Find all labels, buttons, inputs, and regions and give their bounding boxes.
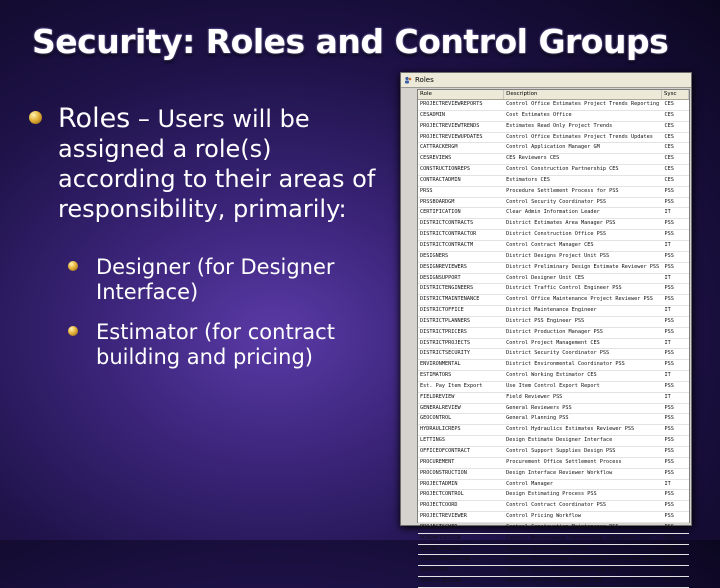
role-cell: DISTRICTMAINTENANCE <box>420 296 480 303</box>
role-cell: PRSS <box>420 187 433 194</box>
role-cell: DISTRICTSECURITY <box>420 350 470 357</box>
system-cell: PSS <box>664 448 674 454</box>
description-cell: Clear Admin Information Leader <box>506 209 600 216</box>
description-cell: General Reviewers PSS <box>506 404 572 411</box>
system-cell: PSS <box>664 523 674 530</box>
description-cell: Control Maintenance Partnership Contractor PSS <box>506 534 650 541</box>
role-cell: GEOCONTROL <box>420 415 452 422</box>
table-row[interactable] <box>418 176 689 187</box>
table-row[interactable] <box>418 122 689 133</box>
description-cell: Control Contract Manager CES <box>506 241 594 248</box>
role-cell: DISTRICTPLANNERS <box>420 317 470 324</box>
description-cell: Control Office Estimates Project Trends Reporting <box>506 101 660 107</box>
description-cell: Procedure Settlement Process for PSS <box>506 187 619 194</box>
role-cell: ROADWAYDESIGN <box>420 534 461 541</box>
table-row[interactable] <box>418 404 689 415</box>
table-row[interactable] <box>418 100 689 111</box>
system-cell: PSS <box>664 350 674 357</box>
system-cell: PSS <box>664 458 674 465</box>
system-cell: PSS <box>664 317 674 324</box>
system-cell: CES <box>664 166 674 173</box>
role-cell: PROCONSTRUCTION <box>420 469 467 476</box>
role-cell: DISTRICTENGINEERS <box>420 285 474 292</box>
table-row[interactable] <box>418 187 689 198</box>
system-cell: PSS <box>664 437 674 444</box>
description-cell: Control Traffic Design Unit CES <box>506 578 603 585</box>
table-row[interactable] <box>418 252 689 263</box>
system-cell: PSS <box>664 198 674 205</box>
role-cell: PROJECTREVIEWUPDATES <box>420 133 483 140</box>
role-cell: CERTIFICATION <box>420 209 461 216</box>
description-cell: Control Contract Coordinator PSS <box>506 502 607 509</box>
bullet-dot-icon <box>68 326 78 336</box>
role-cell: CONTRACTADMIN <box>420 176 461 183</box>
system-cell: IT <box>664 209 671 216</box>
description-cell: Procurement Office Settlement Process <box>506 458 622 465</box>
description-cell: Field Reviewer PSS <box>506 393 563 400</box>
table-row[interactable] <box>418 208 689 219</box>
description-cell: District Environmental Coordinator PSS <box>506 361 625 368</box>
description-cell: Control Construction Partnership CES <box>506 567 619 574</box>
bullet-roles-text <box>58 104 394 224</box>
system-cell: CES <box>664 144 674 151</box>
system-cell: CES <box>664 111 674 118</box>
role-cell: DISTRICTCONTRACTM <box>420 241 474 248</box>
system-cell: PSS <box>664 361 674 368</box>
table-row[interactable] <box>418 306 689 317</box>
sub-bullet-designer <box>96 255 396 305</box>
role-cell: DISTRICTOFFICE <box>420 307 464 314</box>
system-cell: PSS <box>664 252 674 259</box>
system-cell: PSS <box>664 469 674 476</box>
system-cell: PSS <box>664 187 674 194</box>
system-cell: PSS <box>664 491 674 498</box>
table-row[interactable] <box>418 143 689 154</box>
column-header-system[interactable]: Sysc <box>662 90 689 99</box>
roles-table[interactable] <box>417 89 690 585</box>
role-cell: GENERALREVIEW <box>420 404 461 411</box>
description-cell: Design Interface Reviewer Workflow <box>506 469 613 476</box>
table-row[interactable] <box>418 414 689 425</box>
role-cell: DISTRICTPROJECTS <box>420 339 470 346</box>
system-cell: IT <box>664 307 671 314</box>
table-header <box>418 90 689 100</box>
table-row[interactable] <box>418 382 689 393</box>
role-cell: SURVEYORS <box>420 567 449 574</box>
description-cell: Control Support Supplies Design PSS <box>506 448 616 454</box>
bullet-roles <box>34 104 394 224</box>
role-cell: CATTRACKERGM <box>420 144 458 151</box>
table-row[interactable] <box>418 317 689 328</box>
table-row[interactable] <box>418 371 689 382</box>
description-cell: Control Construction Partnership Contractor PSS <box>506 556 653 563</box>
system-cell: IT <box>664 274 671 281</box>
role-cell: DESIGNREVIEWERS <box>420 263 467 270</box>
description-cell: Cost Estimates Office <box>506 111 572 118</box>
system-cell: CES <box>664 176 674 183</box>
system-cell: IT <box>664 480 671 487</box>
table-row[interactable] <box>418 360 689 371</box>
system-cell: PSS <box>664 426 674 433</box>
description-cell: District Maintenance Engineer <box>506 307 597 314</box>
role-cell: PRSSBOARDGM <box>420 198 455 205</box>
system-cell: PSS <box>664 263 674 270</box>
system-cell: IT <box>664 393 671 400</box>
system-cell: IT <box>664 241 671 248</box>
description-cell: District Security Coordinator PSS <box>506 350 610 357</box>
description-cell: District Production Manager PSS <box>506 328 603 335</box>
system-cell: PSS <box>664 220 674 227</box>
description-cell: District Construction Office PSS <box>506 231 607 238</box>
system-cell: PSS <box>664 545 674 552</box>
role-cell: PROJECTCONTROL <box>420 491 464 498</box>
description-cell: Estimators CES <box>506 176 550 183</box>
system-cell: PSS <box>664 328 674 335</box>
role-cell: PROJECTREVIEWER <box>420 513 467 520</box>
table-row[interactable] <box>418 501 689 512</box>
description-cell: Control Project Management CES <box>506 339 600 346</box>
description-cell: Design Estimating Process PSS <box>506 491 597 498</box>
role-cell: DISTRICTPRICERS <box>420 328 467 335</box>
role-cell: DESIGNSUPPORT <box>420 274 461 281</box>
role-cell: OFFICEOFCONTRACT <box>420 448 470 454</box>
description-cell: CES Reviewers CES <box>506 155 560 162</box>
role-cell: PROJECTSCHED <box>420 523 458 530</box>
table-row[interactable] <box>418 154 689 165</box>
table-row[interactable] <box>418 425 689 436</box>
role-cell: STRUCTURALDESIGN <box>420 556 470 563</box>
role-cell: CONSTRUCTIONREPS <box>420 166 470 173</box>
system-cell: IT <box>664 578 671 585</box>
description-cell: Control Security Coordinator PSS <box>506 198 607 205</box>
description-cell: Control Office Maintenance Project Reviewer PSS <box>506 296 653 303</box>
table-row[interactable] <box>418 339 689 350</box>
system-cell: PSS <box>664 556 674 563</box>
table-row[interactable] <box>418 165 689 176</box>
description-cell: General Planning PSS <box>506 415 569 422</box>
table-row[interactable] <box>418 328 689 339</box>
window-titlebar[interactable] <box>401 73 691 88</box>
system-cell: PSS <box>664 502 674 509</box>
table-row[interactable] <box>418 566 689 577</box>
description-cell: District Preliminary Design Estimate Reviewer PSS <box>506 263 660 270</box>
table-row[interactable] <box>418 447 689 458</box>
column-header-role[interactable]: Role <box>418 90 504 99</box>
table-row[interactable] <box>418 349 689 360</box>
description-cell: Control Working Estimator CES <box>506 372 597 379</box>
table-row[interactable] <box>418 219 689 230</box>
table-body <box>418 100 689 588</box>
description-cell: District Traffic Control Engineer PSS <box>506 285 622 292</box>
system-cell: PSS <box>664 296 674 303</box>
description-cell: District Designs Project Unit PSS <box>506 252 610 259</box>
bullet-roles-keyword: Roles <box>58 103 131 134</box>
description-cell: District PSS Engineer PSS <box>506 317 585 324</box>
role-cell: PROJECTCOORD <box>420 502 458 509</box>
role-cell: PROJECTADMIN <box>420 480 458 487</box>
table-row[interactable] <box>418 393 689 404</box>
slide-title: Security: Roles and Control Groups <box>32 22 669 61</box>
role-cell: PROJECTREVIEWREPORTS <box>420 101 483 107</box>
table-row[interactable] <box>418 490 689 501</box>
window-title: Roles <box>415 76 434 84</box>
table-row[interactable] <box>418 133 689 144</box>
table-row[interactable] <box>418 545 689 556</box>
system-cell: CES <box>664 122 674 129</box>
table-row[interactable] <box>418 555 689 566</box>
description-cell: Design Estimate Designer Interface <box>506 437 613 444</box>
description-cell: Control Manager <box>506 480 553 487</box>
table-row[interactable] <box>418 198 689 209</box>
table-row[interactable] <box>418 512 689 523</box>
sub-bullet-estimator <box>96 320 396 370</box>
description-cell: Control Application Manager GM <box>506 144 600 151</box>
table-row[interactable] <box>418 469 689 480</box>
bullet-dot-icon <box>29 111 42 124</box>
role-cell: DISTRICTCONTRACTS <box>420 220 474 227</box>
table-row[interactable] <box>418 230 689 241</box>
system-cell: CES <box>664 101 674 107</box>
system-cell: IT <box>664 339 671 346</box>
system-cell: PSS <box>664 567 674 574</box>
system-cell: PSS <box>664 231 674 238</box>
role-cell: PROJECTREVIEWTRENDS <box>420 122 480 129</box>
table-row[interactable] <box>418 241 689 252</box>
role-cell: CESREVIEWS <box>420 155 452 162</box>
description-cell: Control Construction Maintenance PSS <box>506 523 619 530</box>
table-row[interactable] <box>418 577 689 588</box>
sub-bullet-text: Designer (for Designer Interface) <box>96 255 335 304</box>
role-cell: ESTIMATORS <box>420 372 452 379</box>
table-row[interactable] <box>418 295 689 306</box>
description-cell: Estimates Read Only Project Trends <box>506 122 613 129</box>
role-cell: SECURITYADMIN <box>420 545 461 552</box>
system-cell: PSS <box>664 534 674 541</box>
system-cell: CES <box>664 155 674 162</box>
table-row[interactable] <box>418 274 689 285</box>
role-cell: DISTRICTCONTRACTOR <box>420 231 477 238</box>
description-cell: Control Pricing Workflow <box>506 513 582 520</box>
role-cell: LETTINGS <box>420 437 445 444</box>
role-cell: Est. Pay Item Export <box>420 382 483 389</box>
sub-bullet-text: Estimator (for contract building and pricing) <box>96 320 335 369</box>
role-cell: TRAFFICDESIGN <box>420 578 461 585</box>
system-cell: CES <box>664 133 674 140</box>
description-cell: District Estimates Area Manager PSS <box>506 220 616 227</box>
role-cell: CESADMIN <box>420 111 445 118</box>
description-cell: Control Hydraulics Estimates Reviewer PSS <box>506 426 635 433</box>
system-cell: PSS <box>664 404 674 411</box>
role-cell: ENVIRONMENTAL <box>420 361 461 368</box>
description-cell: Control Security Admin PSS <box>506 545 588 552</box>
bullet-roles-body: – Users will be assigned a role(s) according to their areas of responsibility, primarily: <box>58 105 376 223</box>
column-header-description[interactable]: Description <box>504 90 662 99</box>
table-row[interactable] <box>418 523 689 534</box>
table-row[interactable] <box>418 534 689 545</box>
table-row[interactable] <box>418 436 689 447</box>
bullet-dot-icon <box>68 261 78 271</box>
description-cell: Control Construction Partnership CES <box>506 166 619 173</box>
table-row[interactable] <box>418 480 689 491</box>
system-cell: IT <box>664 372 671 379</box>
role-cell: PROCUREMENT <box>420 458 455 465</box>
users-icon <box>404 76 412 84</box>
table-row[interactable] <box>418 458 689 469</box>
system-cell: PSS <box>664 382 674 389</box>
system-cell: PSS <box>664 285 674 292</box>
system-cell: PSS <box>664 513 674 520</box>
table-row[interactable] <box>418 284 689 295</box>
table-row[interactable] <box>418 263 689 274</box>
role-cell: FIELDREVIEW <box>420 393 455 400</box>
role-cell: HYDRAULICREPS <box>420 426 461 433</box>
description-cell: Control Designer Unit CES <box>506 274 585 281</box>
roles-window <box>400 72 692 585</box>
table-row[interactable] <box>418 111 689 122</box>
system-cell: PSS <box>664 415 674 422</box>
description-cell: Use Item Control Export Report <box>506 382 600 389</box>
description-cell: Control Office Estimates Project Trends Updates <box>506 133 653 140</box>
role-cell: DESIGNERS <box>420 252 449 259</box>
